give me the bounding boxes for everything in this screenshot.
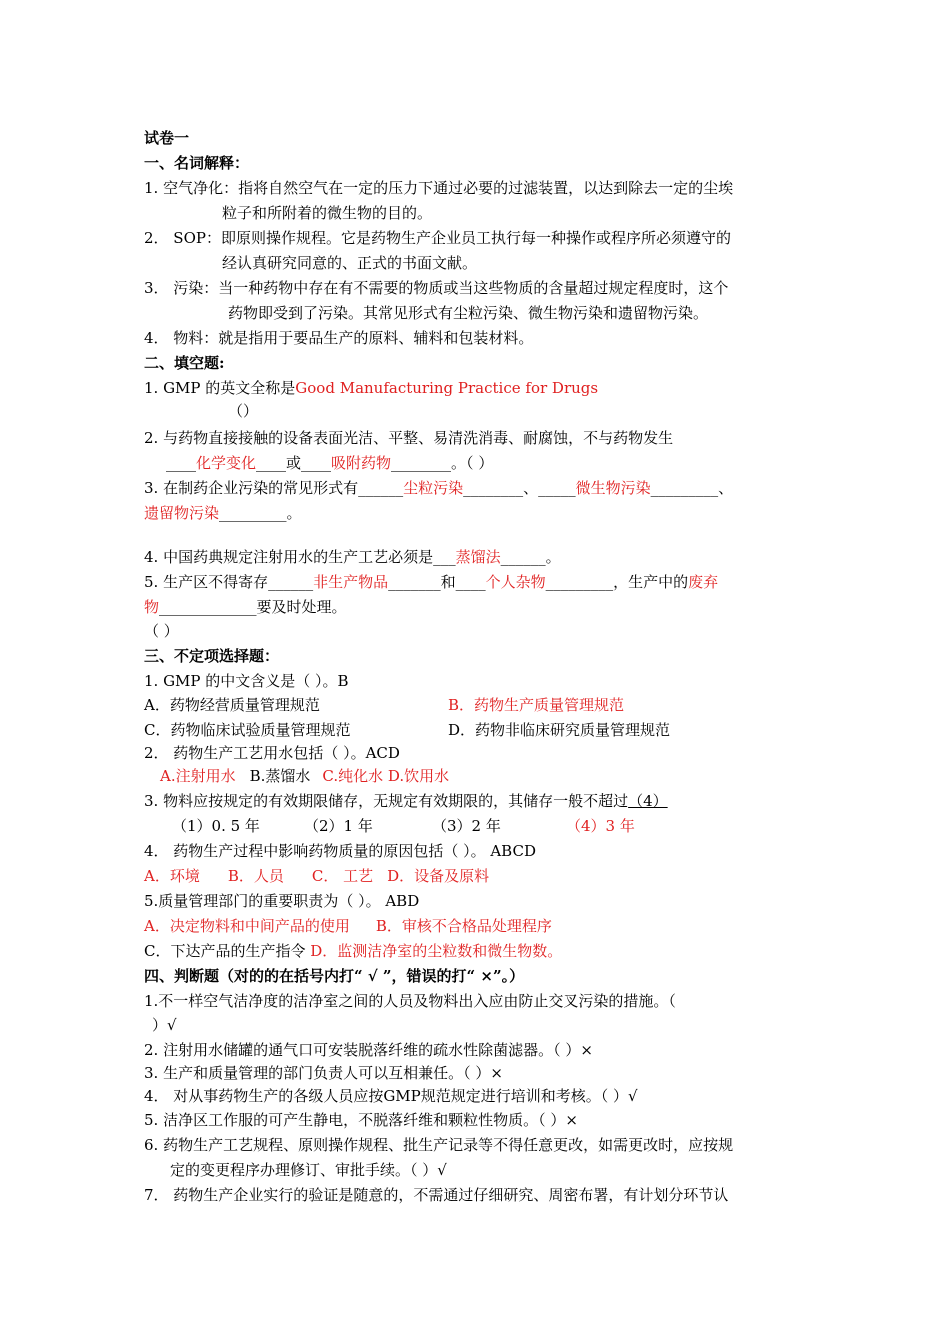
s2-q2-line2 xyxy=(166,453,493,473)
section-1-heading: 一、名词解释： xyxy=(144,154,250,172)
s3-q3-blank: （4） xyxy=(628,792,668,810)
s3-q3-option-4: （4）3 年 xyxy=(566,817,635,835)
s2-q4 xyxy=(144,547,561,567)
s2-q2-answer-1: 化学变化 xyxy=(196,454,257,472)
blank: _________ xyxy=(545,573,614,591)
s4-q2: 2. 注射用水储罐的通气口可安装脱落纤维的疏水性除菌滤器。（ ）× xyxy=(144,1041,593,1059)
s2-q1-paren: （） xyxy=(228,402,259,420)
s4-q7-line1: 7． 药物生产企业实行的验证是随意的，不需通过仔细研究、周密布署，有计划分环节认 xyxy=(144,1186,729,1204)
s2-q1-answer: Good Manufacturing Practice for Drugs xyxy=(295,379,599,397)
s2-q5-paren: （ ） xyxy=(144,622,179,640)
blank: ______ xyxy=(358,479,404,497)
s4-q6-line2: 定的变更程序办理修订、审批手续。（ ）√ xyxy=(170,1161,447,1179)
s3-q5-option-d: D．监测洁净室的尘粒数和微生物数。 xyxy=(305,942,563,960)
s2-q5-answer-3b: 物 xyxy=(144,598,160,616)
blank: _________ xyxy=(650,479,719,497)
s3-q2-option-a: A.注射用水 xyxy=(160,767,236,785)
s2-q1 xyxy=(144,378,598,398)
s2-q3-end: 。 xyxy=(286,504,302,522)
blank: _______ xyxy=(388,573,441,591)
s2-q4-text: 4. 中国药典规定注射用水的生产工艺必须是 xyxy=(144,548,434,566)
s2-q5-answer-1: 非生产物品 xyxy=(313,573,389,591)
blank: ___ xyxy=(433,548,456,566)
s3-q4-option-b: B．人员 xyxy=(227,867,284,885)
s2-q3-answer-1: 尘粒污染 xyxy=(403,479,464,497)
exam-title: 试卷一 xyxy=(144,129,190,147)
s3-q3-text: 3. 物料应按规定的有效期限储存，无规定有效期限的，其储存一般不超过 xyxy=(144,792,629,810)
s3-q4-option-c: C． 工艺 xyxy=(311,867,374,885)
s3-q3 xyxy=(144,791,668,811)
s2-q2-or: 或 xyxy=(286,454,302,472)
s2-q5-and: 和 xyxy=(440,573,456,591)
s1-q3-line2: 药物即受到了污染。其常见形式有尘粒污染、微生物污染和遗留物污染。 xyxy=(228,304,709,322)
s4-q5: 5. 洁净区工作服的可产生静电，不脱落纤维和颗粒性物质。（ ）× xyxy=(144,1111,578,1129)
s2-q5-answer-2: 个人杂物 xyxy=(485,573,546,591)
s3-q1-option-a: A．药物经营质量管理规范 xyxy=(144,696,320,714)
s2-q3-text: 3. 在制药企业污染的常见形式有 xyxy=(144,479,359,497)
s1-q2-line1: 2． SOP：即原则操作规程。它是药物生产企业员工执行每一种操作或程序所必须遵守的 xyxy=(144,229,731,247)
s2-q5-line1 xyxy=(144,572,718,592)
s2-q5-line2 xyxy=(144,597,347,617)
section-4-heading: 四、判断题（对的的在括号内打“ √ ”，错误的打“ ×”。） xyxy=(144,967,525,985)
s3-q5-options-cd xyxy=(144,941,562,961)
s4-q3: 3. 生产和质量管理的部门负责人可以互相兼任。（ ）× xyxy=(144,1064,503,1082)
s3-q5-option-c: C．下达产品的生产指令 xyxy=(144,942,306,960)
blank: _____________ xyxy=(159,598,257,616)
s2-q2-end: 。（ ） xyxy=(451,454,494,472)
s2-q3-answer-3: 遗留物污染 xyxy=(144,504,220,522)
s4-q6-line1: 6. 药物生产工艺规程、原则操作规程、批生产记录等不得任意更改，如需更改时，应按规 xyxy=(144,1136,734,1154)
s4-q4: 4． 对从事药物生产的各级人员应按GMP规范规定进行培训和考核。（ ）√ xyxy=(144,1087,638,1105)
s1-q2-line2: 经认真研究同意的、正式的书面文献。 xyxy=(222,254,478,272)
s3-q4-options xyxy=(144,866,489,886)
s2-q3-answer-2: 微生物污染 xyxy=(575,479,651,497)
s3-q3-option-3: （3）2 年 xyxy=(432,817,501,835)
blank: ____ xyxy=(166,454,196,472)
s3-q4-option-a: A．环境 xyxy=(144,867,200,885)
s3-q5-option-b: B．审核不合格品处理程序 xyxy=(375,917,552,935)
section-3-heading: 三、不定项选择题： xyxy=(144,647,280,665)
s3-q1-option-c: C．药物临床试验质量管理规范 xyxy=(144,721,351,739)
s1-q3-line1: 3． 污染：当一种药物中存在有不需要的物质或当这些物质的含量超过规定程度时，这个 xyxy=(144,279,729,297)
blank: ______ xyxy=(268,573,314,591)
s3-q1-option-d: D．药物非临床研究质量管理规范 xyxy=(448,721,671,739)
s3-q4: 4． 药物生产过程中影响药物质量的原因包括（ ）。 ABCD xyxy=(144,842,536,860)
blank: _________ xyxy=(219,504,287,522)
s1-q1-line1: 1. 空气净化：指将自然空气在一定的压力下通过必要的过滤装置，以达到除去一定的尘埃 xyxy=(144,179,734,197)
s3-q2-options xyxy=(160,766,449,786)
s2-q2-line1: 2. 与药物直接接触的设备表面光洁、平整、易清洗消毒、耐腐蚀，不与药物发生 xyxy=(144,429,674,447)
s3-q2-option-b: B.蒸馏水 xyxy=(249,767,311,785)
blank: ________ xyxy=(463,479,524,497)
s2-q5-text: 5. 生产区不得寄存 xyxy=(144,573,269,591)
blank: ________ xyxy=(391,454,452,472)
s4-q1-line1: 1.不一样空气洁净度的洁净室之间的人员及物料出入应由防止交叉污染的措施。（ xyxy=(144,992,676,1010)
s3-q2: 2． 药物生产工艺用水包括（ ）。ACD xyxy=(144,744,400,762)
blank: ____ xyxy=(256,454,287,472)
s1-q4: 4． 物料：就是指用于要品生产的原料、辅料和包装材料。 xyxy=(144,329,534,347)
s3-q5-option-a: A．决定物料和中间产品的使用 xyxy=(144,917,350,935)
s4-q1-line2: ）√ xyxy=(152,1016,177,1034)
s2-q4-answer: 蒸馏法 xyxy=(455,548,501,566)
blank: ______ xyxy=(500,548,546,566)
s2-q4-end: 。 xyxy=(545,548,561,566)
s3-q1: 1. GMP 的中文含义是（ ）。B xyxy=(144,672,349,690)
s2-q2-answer-2: 吸附药物 xyxy=(331,454,392,472)
separator: 、 xyxy=(523,479,539,497)
s3-q5-options-ab xyxy=(144,916,552,936)
s2-q3-line2 xyxy=(144,503,302,523)
s1-q1-line2: 粒子和所附着的微生物的目的。 xyxy=(222,204,433,222)
blank: _____ xyxy=(538,479,576,497)
s3-q3-option-1: （1）0. 5 年 xyxy=(172,817,260,835)
s2-q5-end: 要及时处理。 xyxy=(256,598,347,616)
section-2-heading: 二、填空题: xyxy=(144,354,225,372)
s2-q3-line1 xyxy=(144,478,733,498)
s2-q1-text: 1. GMP 的英文全称是 xyxy=(144,379,296,397)
s3-q3-option-2: （2）1 年 xyxy=(304,817,373,835)
s3-q5: 5.质量管理部门的重要职责为（ ）。 ABD xyxy=(144,892,420,910)
s2-q5-answer-3a: 废弃 xyxy=(688,573,719,591)
s3-q2-option-cd: C.纯化水 D.饮用水 xyxy=(322,767,450,785)
separator: 、 xyxy=(718,479,734,497)
s3-q1-option-b: B．药物生产质量管理规范 xyxy=(448,696,625,714)
blank: ____ xyxy=(301,454,332,472)
s3-q4-option-d: D．设备及原料 xyxy=(387,867,490,885)
blank: ____ xyxy=(455,573,486,591)
s2-q5-mid: ，生产中的 xyxy=(613,573,689,591)
